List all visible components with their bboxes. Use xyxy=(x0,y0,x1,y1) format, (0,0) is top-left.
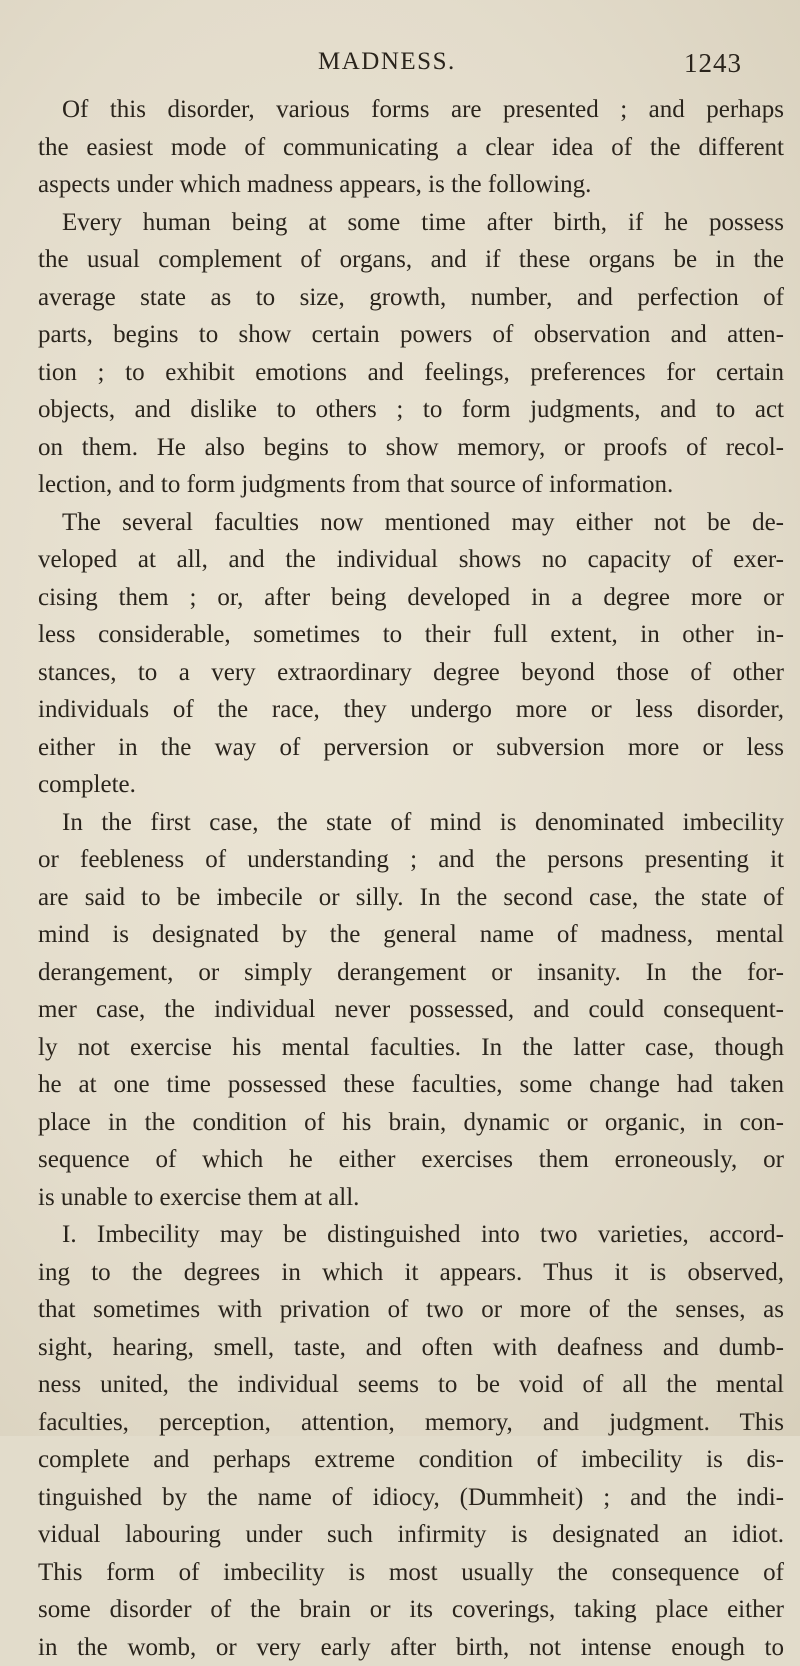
text-line: ness united, the individual seems to be void of all the mental xyxy=(38,1366,784,1404)
text-line: Of this disorder, various forms are presented ; and perhaps xyxy=(38,91,784,129)
text-line: the easiest mode of communicating a clear idea of the different xyxy=(38,129,784,167)
text-line: complete. xyxy=(38,766,784,804)
text-line: individuals of the race, they undergo more or less disorder, xyxy=(38,691,784,729)
text-line: mer case, the individual never possessed, and could consequent- xyxy=(38,991,784,1029)
page-header xyxy=(0,48,800,88)
text-line: are said to be imbecile or silly. In the second case, the state of xyxy=(38,879,784,917)
text-line: Every human being at some time after birth, if he possess xyxy=(38,204,784,242)
text-line: ing to the degrees in which it appears. Thus it is observed, xyxy=(38,1254,784,1292)
text-line: objects, and dislike to others ; to form judgments, and to act xyxy=(38,391,784,429)
text-line: is unable to exercise them at all. xyxy=(38,1179,784,1217)
text-line: tinguished by the name of idiocy, (Dummheit) ; and the indi- xyxy=(38,1479,784,1517)
text-line: mind is designated by the general name of madness, mental xyxy=(38,916,784,954)
text-line: vidual labouring under such infirmity is designated an idiot. xyxy=(38,1516,784,1554)
text-line: In the first case, the state of mind is denominated imbecility xyxy=(38,804,784,842)
body-text xyxy=(38,91,784,1666)
text-line: cising them ; or, after being developed in a degree more or xyxy=(38,579,784,617)
text-line: veloped at all, and the individual shows no capacity of exer- xyxy=(38,541,784,579)
text-line: or feebleness of understanding ; and the persons presenting it xyxy=(38,841,784,879)
page-number: 1243 xyxy=(684,48,742,79)
text-line: some disorder of the brain or its coverings, taking place either xyxy=(38,1591,784,1629)
text-line: parts, begins to show certain powers of observation and atten- xyxy=(38,316,784,354)
running-title: MADNESS. xyxy=(318,48,456,76)
text-line: sequence of which he either exercises them erroneously, or xyxy=(38,1141,784,1179)
text-line: I. Imbecility may be distinguished into two varieties, accord- xyxy=(38,1216,784,1254)
text-line: the usual complement of organs, and if these organs be in the xyxy=(38,241,784,279)
text-line: faculties, perception, attention, memory, and judgment. This xyxy=(38,1404,784,1442)
text-line: This form of imbecility is most usually the consequence of xyxy=(38,1554,784,1592)
text-line: stances, to a very extraordinary degree beyond those of other xyxy=(38,654,784,692)
text-line: derangement, or simply derangement or insanity. In the for- xyxy=(38,954,784,992)
text-line: aspects under which madness appears, is the following. xyxy=(38,166,784,204)
text-line: place in the condition of his brain, dynamic or organic, in con- xyxy=(38,1104,784,1142)
text-line: either in the way of perversion or subversion more or less xyxy=(38,729,784,767)
text-line: sight, hearing, smell, taste, and often with deafness and dumb- xyxy=(38,1329,784,1367)
text-line: complete and perhaps extreme condition of imbecility is dis- xyxy=(38,1441,784,1479)
text-line: lection, and to form judgments from that source of information. xyxy=(38,466,784,504)
text-line: he at one time possessed these faculties, some change had taken xyxy=(38,1066,784,1104)
text-line: The several faculties now mentioned may either not be de- xyxy=(38,504,784,542)
text-line: ly not exercise his mental faculties. In the latter case, though xyxy=(38,1029,784,1067)
text-line: that sometimes with privation of two or more of the senses, as xyxy=(38,1291,784,1329)
text-line: less considerable, sometimes to their full extent, in other in- xyxy=(38,616,784,654)
text-line: average state as to size, growth, number, and perfection of xyxy=(38,279,784,317)
text-line: tion ; to exhibit emotions and feelings, preferences for certain xyxy=(38,354,784,392)
text-line: on them. He also begins to show memory, or proofs of recol- xyxy=(38,429,784,467)
text-line: in the womb, or very early after birth, not intense enough to xyxy=(38,1629,784,1666)
